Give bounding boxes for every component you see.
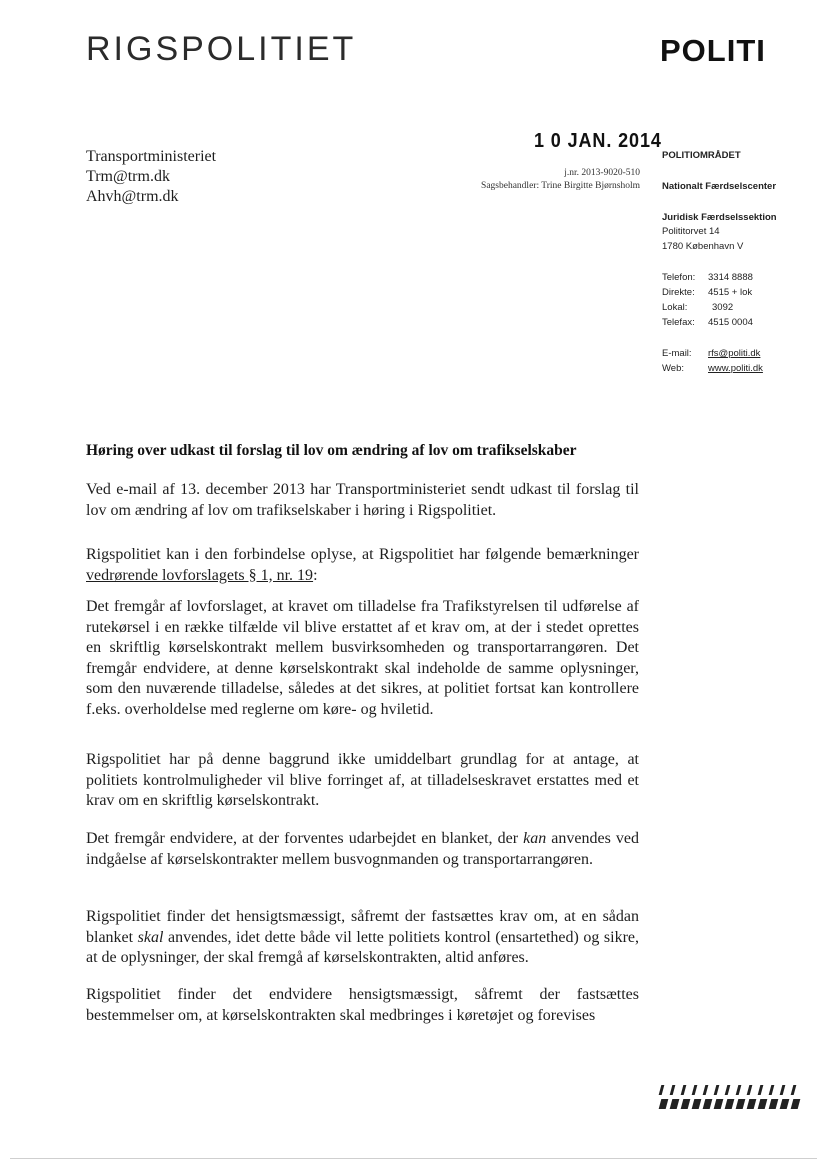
footer-bar-thick bbox=[769, 1099, 779, 1109]
footer-bar-thin bbox=[736, 1085, 742, 1095]
direct-label: Direkte: bbox=[662, 287, 695, 298]
sender-center: Nationalt Færdselscenter bbox=[662, 181, 777, 192]
footer-bar-thick bbox=[780, 1099, 790, 1109]
paragraph-2-colon: : bbox=[313, 566, 318, 584]
footer-bar-thin bbox=[692, 1085, 698, 1095]
footer-bar-thick bbox=[725, 1099, 735, 1109]
sender-area: POLITIOMRÅDET bbox=[662, 150, 741, 161]
footer-bar-thin bbox=[714, 1085, 720, 1095]
paragraph-2-text: Rigspolitiet kan i den forbindelse oplyse, at Rigspolitiet har følgende bemærkninger bbox=[86, 546, 639, 563]
email-label: E-mail: bbox=[662, 348, 692, 359]
paragraph-1: Ved e-mail af 13. december 2013 har Transportministeriet sendt udkast til forslag til lov om ændring af lov om trafikselskaber i høring i Rigspolitiet. bbox=[86, 481, 639, 519]
fax-row bbox=[662, 317, 802, 328]
footer-barcode bbox=[660, 1085, 800, 1109]
phone-row bbox=[662, 272, 802, 283]
web-row bbox=[662, 363, 802, 374]
footer-bar-thick bbox=[758, 1099, 768, 1109]
phone-value: 3314 8888 bbox=[708, 272, 753, 283]
paragraph-7: Rigspolitiet finder det endvidere hensigtsmæssigt, såfremt der fastsættes bestemmelser om, at kørselskontrakten skal medbringes i køretøjet og forevises bbox=[86, 986, 639, 1024]
paragraph-6-text-b: anvendes, idet dette både vil lette politiets kontrol (ensartethed) og sikre, at de oplysninger, der skal fremgå af kørselskontrakten, altid anføres. bbox=[86, 928, 639, 966]
footer-bar-thick bbox=[747, 1099, 757, 1109]
footer-bar-thin bbox=[681, 1085, 687, 1095]
scan-edge-line bbox=[10, 1158, 817, 1159]
direct-row bbox=[662, 287, 802, 298]
sender-city: 1780 København V bbox=[662, 241, 744, 252]
paragraph-6-text-a: Rigspolitiet finder det hensigtsmæssigt, såfremt der fastsættes krav om, at en sådan blanket bbox=[86, 908, 639, 946]
email-link[interactable]: rfs@politi.dk bbox=[708, 348, 761, 359]
web-label: Web: bbox=[662, 363, 685, 374]
footer-bar-thin bbox=[670, 1085, 676, 1095]
email-row bbox=[662, 348, 802, 359]
letter-subject: Høring over udkast til forslag til lov om ændring af lov om trafikselskaber bbox=[86, 442, 577, 459]
footer-bar-thin bbox=[659, 1085, 665, 1095]
local-row bbox=[662, 302, 802, 313]
paragraph-6-emphasis: skal bbox=[137, 928, 164, 946]
footer-bar-thick bbox=[692, 1099, 702, 1109]
org-name: RIGSPOLITIET bbox=[86, 30, 357, 68]
paragraph-5-text-a: Det fremgår endvidere, at der forventes udarbejdet en blanket, der bbox=[86, 830, 524, 847]
footer-bar-thin bbox=[725, 1085, 731, 1095]
sender-street: Polititorvet 14 bbox=[662, 226, 720, 237]
footer-bar-thick bbox=[791, 1099, 801, 1109]
politi-logo: POLITI bbox=[660, 33, 766, 68]
footer-bar-thin bbox=[703, 1085, 709, 1095]
paragraph-2-reference: vedrørende lovforslagets § 1, nr. 19 bbox=[86, 566, 314, 584]
web-link[interactable]: www.politi.dk bbox=[708, 363, 763, 374]
paragraph-5-text-b: anvendes ved indgåelse af kørselskontrakter mellem busvognmanden og transportarrangøren. bbox=[86, 830, 639, 868]
phone-label: Telefon: bbox=[662, 272, 696, 283]
footer-bar-thick bbox=[736, 1099, 746, 1109]
footer-bar-thin bbox=[780, 1085, 786, 1095]
footer-bar-thick bbox=[714, 1099, 724, 1109]
recipient-name: Transportministeriet bbox=[86, 148, 217, 165]
local-label: Lokal: bbox=[662, 302, 688, 313]
recipient-email-2: Ahvh@trm.dk bbox=[86, 188, 179, 205]
direct-value: 4515 + lok bbox=[708, 287, 753, 298]
caseworker: Sagsbehandler: Trine Birgitte Bjørnsholm bbox=[481, 181, 640, 191]
paragraph-5 bbox=[86, 829, 639, 870]
footer-bar-thin bbox=[769, 1085, 775, 1095]
fax-label: Telefax: bbox=[662, 317, 695, 328]
recipient-email-1: Trm@trm.dk bbox=[86, 168, 170, 185]
paragraph-4: Rigspolitiet har på denne baggrund ikke umiddelbart grundlag for at antage, at politiets kontrolmuligheder vil blive forringet af, at tilladelseskravet erstattes med et krav om en skriftlig kørselskontrakt. bbox=[86, 751, 639, 809]
journal-number: j.nr. 2013-9020-510 bbox=[564, 168, 640, 178]
fax-value: 4515 0004 bbox=[708, 317, 753, 328]
footer-bar-thick bbox=[703, 1099, 713, 1109]
date-stamp: 1 0 JAN. 2014 bbox=[534, 130, 662, 152]
paragraph-3: Det fremgår af lovforslaget, at kravet om tilladelse fra Trafikstyrelsen til udførelse af rutekørsel i en række tilfælde vil blive erstattet af et krav om, at der i stedet oprettes en skriftlig kørselskontrakt mellem busvirksomheden og transportarrangøren. Det fremgår endvidere, at denne kørselskontrakt skal indeholde de samme oplysninger, som den nuværende tilladelse, således at det sikres, at politiet fortsat kan kontrollere f.eks. overholdelse med reglerne om køre- og hviletid. bbox=[86, 598, 639, 718]
footer-bar-thin bbox=[791, 1085, 797, 1095]
footer-bar-thick bbox=[681, 1099, 691, 1109]
local-value: 3092 bbox=[712, 302, 734, 313]
sender-section: Juridisk Færdselssektion bbox=[662, 212, 777, 223]
paragraph-5-emphasis: kan bbox=[523, 830, 547, 847]
footer-bar-thin bbox=[747, 1085, 753, 1095]
footer-bar-thick bbox=[670, 1099, 680, 1109]
paragraph-2 bbox=[86, 545, 639, 586]
paragraph-6 bbox=[86, 907, 639, 969]
footer-bar-thick bbox=[659, 1099, 669, 1109]
footer-bar-thin bbox=[758, 1085, 764, 1095]
